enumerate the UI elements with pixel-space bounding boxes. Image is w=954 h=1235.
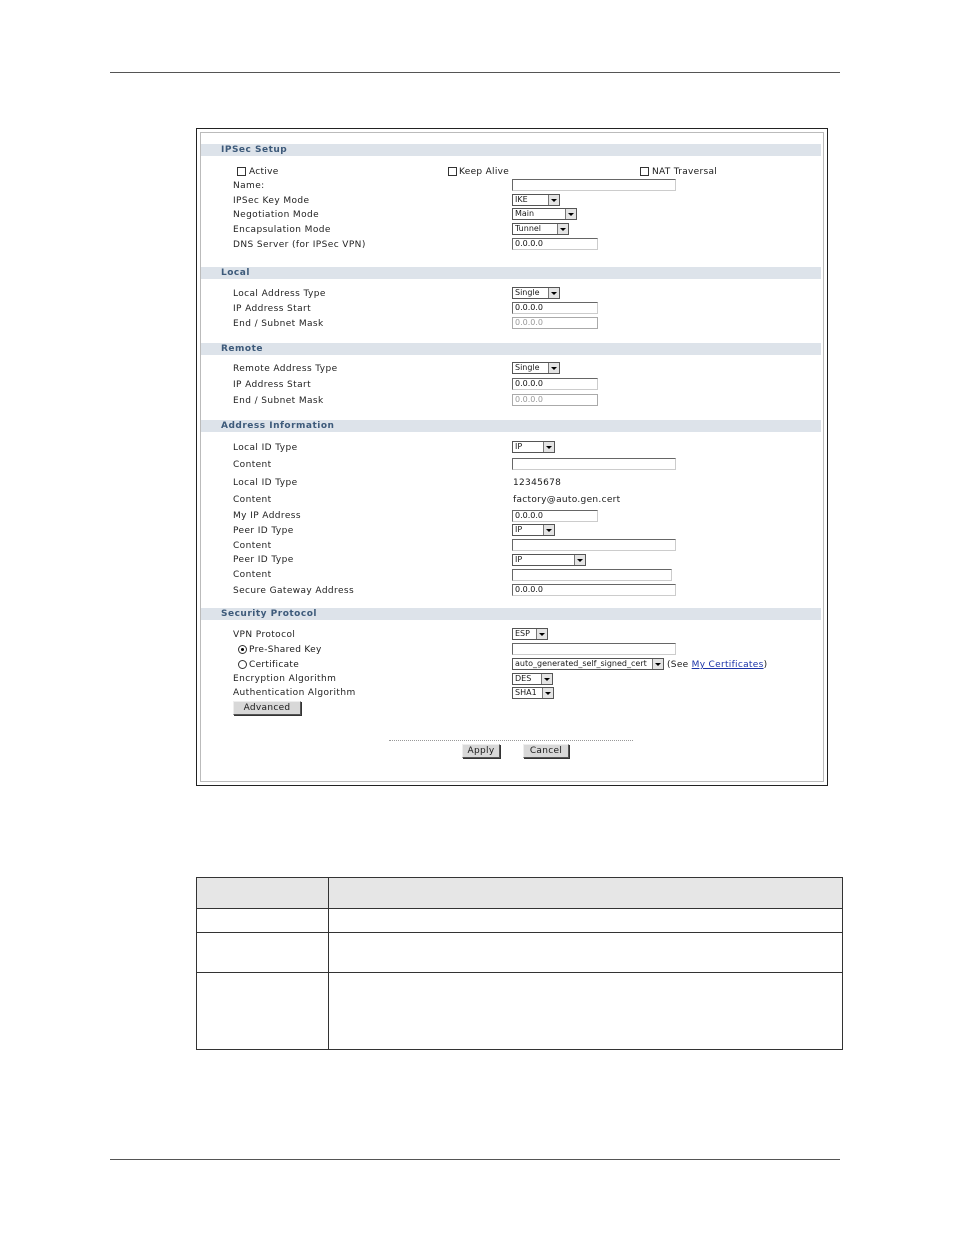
secure-gateway-input[interactable]: 0.0.0.0 xyxy=(512,584,676,596)
local-ip-start-label: IP Address Start xyxy=(233,304,312,314)
local-address-type-value: Single xyxy=(515,288,540,297)
negotiation-mode-value: Main xyxy=(515,209,535,218)
chevron-down-icon xyxy=(543,442,554,452)
dns-server-label: DNS Server (for IPSec VPN) xyxy=(233,240,366,250)
certificate-label: Certificate xyxy=(249,660,300,670)
local-id-type-2-label: Local ID Type xyxy=(233,478,298,488)
section-title: Local xyxy=(221,268,250,278)
chevron-down-icon xyxy=(652,659,663,669)
negotiation-mode-select[interactable] xyxy=(512,208,577,220)
peer-id-type-2-select[interactable] xyxy=(512,554,586,566)
see-certificates-note: (See My Certificates) xyxy=(667,660,768,670)
nat-traversal-label: NAT Traversal xyxy=(652,167,718,177)
table-cell xyxy=(197,933,329,973)
table-row xyxy=(197,909,843,933)
local-end-mask-label: End / Subnet Mask xyxy=(233,319,324,329)
local-id-type-select[interactable] xyxy=(512,441,555,453)
local-ip-start-input[interactable]: 0.0.0.0 xyxy=(512,302,598,314)
section-local xyxy=(201,267,821,279)
peer-content-2-input[interactable] xyxy=(512,569,672,581)
encapsulation-mode-select[interactable] xyxy=(512,223,569,235)
remote-address-type-value: Single xyxy=(515,363,540,372)
local-id-type-value: IP xyxy=(515,442,523,451)
peer-id-type-select[interactable] xyxy=(512,524,555,536)
certificate-radio[interactable] xyxy=(238,660,247,669)
table-cell xyxy=(329,909,843,933)
my-ip-label: My IP Address xyxy=(233,511,301,521)
my-ip-input[interactable]: 0.0.0.0 xyxy=(512,510,598,522)
local-end-mask-input[interactable]: 0.0.0.0 xyxy=(512,317,598,329)
local-id-type-2-value: 12345678 xyxy=(513,478,562,488)
header-rule xyxy=(110,72,840,73)
chevron-down-icon xyxy=(541,674,552,684)
table-cell xyxy=(329,973,843,1050)
name-input[interactable] xyxy=(512,179,676,191)
negotiation-mode-label: Negotiation Mode xyxy=(233,210,320,220)
nat-traversal-checkbox[interactable] xyxy=(640,167,649,176)
remote-end-mask-label: End / Subnet Mask xyxy=(233,396,324,406)
chevron-down-icon xyxy=(548,195,559,205)
chevron-down-icon xyxy=(543,525,554,535)
table-row xyxy=(197,973,843,1050)
pre-shared-key-input[interactable] xyxy=(512,643,676,655)
section-address-information xyxy=(201,420,821,432)
chevron-down-icon xyxy=(548,288,559,298)
table-header-cell xyxy=(329,878,843,909)
section-ipsec-setup xyxy=(201,144,821,156)
peer-id-type-value: IP xyxy=(515,525,523,534)
peer-id-type-label: Peer ID Type xyxy=(233,526,294,536)
content-4-label: Content xyxy=(233,570,272,580)
vpn-protocol-label: VPN Protocol xyxy=(233,630,296,640)
pre-shared-key-radio[interactable] xyxy=(238,645,247,654)
table-cell xyxy=(197,909,329,933)
remote-address-type-label: Remote Address Type xyxy=(233,364,338,374)
chevron-down-icon xyxy=(542,688,553,698)
chevron-down-icon xyxy=(548,363,559,373)
section-title: Remote xyxy=(221,344,264,354)
active-checkbox[interactable] xyxy=(237,167,246,176)
section-title: Security Protocol xyxy=(221,609,317,619)
authentication-algorithm-label: Authentication Algorithm xyxy=(233,688,356,698)
section-title: Address Information xyxy=(221,421,335,431)
cancel-button[interactable]: Cancel xyxy=(523,744,569,758)
remote-ip-start-label: IP Address Start xyxy=(233,380,312,390)
encryption-algorithm-value: DES xyxy=(515,674,532,683)
encapsulation-mode-value: Tunnel xyxy=(515,224,542,233)
remote-address-type-select[interactable] xyxy=(512,362,560,374)
dns-server-input[interactable]: 0.0.0.0 xyxy=(512,238,598,250)
local-address-type-label: Local Address Type xyxy=(233,289,326,299)
authentication-algorithm-select[interactable] xyxy=(512,687,554,699)
peer-id-type-2-label: Peer ID Type xyxy=(233,555,294,565)
section-remote xyxy=(201,343,821,355)
divider xyxy=(389,740,633,741)
advanced-button[interactable]: Advanced xyxy=(233,701,301,715)
peer-content-input[interactable] xyxy=(512,539,676,551)
remote-end-mask-input[interactable]: 0.0.0.0 xyxy=(512,394,598,406)
ipsec-config-screen xyxy=(196,128,828,786)
content-2-label: Content xyxy=(233,495,272,505)
apply-button[interactable]: Apply xyxy=(462,744,500,758)
peer-id-type-2-value: IP xyxy=(515,555,523,564)
chevron-down-icon xyxy=(557,224,568,234)
certificate-value: auto_generated_self_signed_cert xyxy=(515,659,647,668)
keep-alive-label: Keep Alive xyxy=(459,167,510,177)
secure-gateway-label: Secure Gateway Address xyxy=(233,586,355,596)
table-header-cell xyxy=(197,878,329,909)
certificate-select[interactable] xyxy=(512,658,664,670)
name-label: Name: xyxy=(233,181,265,191)
content-label: Content xyxy=(233,460,272,470)
vpn-protocol-select[interactable] xyxy=(512,628,548,640)
table-header-row xyxy=(197,878,843,909)
table-cell xyxy=(329,933,843,973)
pre-shared-key-label: Pre-Shared Key xyxy=(249,645,322,655)
content-3-label: Content xyxy=(233,541,272,551)
encryption-algorithm-label: Encryption Algorithm xyxy=(233,674,337,684)
encryption-algorithm-select[interactable] xyxy=(512,673,553,685)
local-content-input[interactable] xyxy=(512,458,676,470)
chevron-down-icon xyxy=(565,209,576,219)
section-security-protocol xyxy=(201,608,821,620)
table-cell xyxy=(197,973,329,1050)
table-row xyxy=(197,933,843,973)
footer-rule xyxy=(110,1159,840,1160)
local-id-type-label: Local ID Type xyxy=(233,443,298,453)
encapsulation-mode-label: Encapsulation Mode xyxy=(233,225,331,235)
local-address-type-select[interactable] xyxy=(512,287,560,299)
vpn-protocol-value: ESP xyxy=(515,629,530,638)
my-certificates-link[interactable]: My Certificates xyxy=(691,660,764,670)
keep-alive-checkbox[interactable] xyxy=(448,167,457,176)
description-table xyxy=(196,877,843,1050)
chevron-down-icon xyxy=(574,555,585,565)
section-title: IPSec Setup xyxy=(221,145,288,155)
remote-ip-start-input[interactable]: 0.0.0.0 xyxy=(512,378,598,390)
key-mode-value: IKE xyxy=(515,195,528,204)
chevron-down-icon xyxy=(536,629,547,639)
key-mode-select[interactable] xyxy=(512,194,560,206)
key-mode-label: IPSec Key Mode xyxy=(233,196,310,206)
content-2-value: factory@auto.gen.cert xyxy=(513,495,621,505)
authentication-algorithm-value: SHA1 xyxy=(515,688,537,697)
active-label: Active xyxy=(249,167,279,177)
